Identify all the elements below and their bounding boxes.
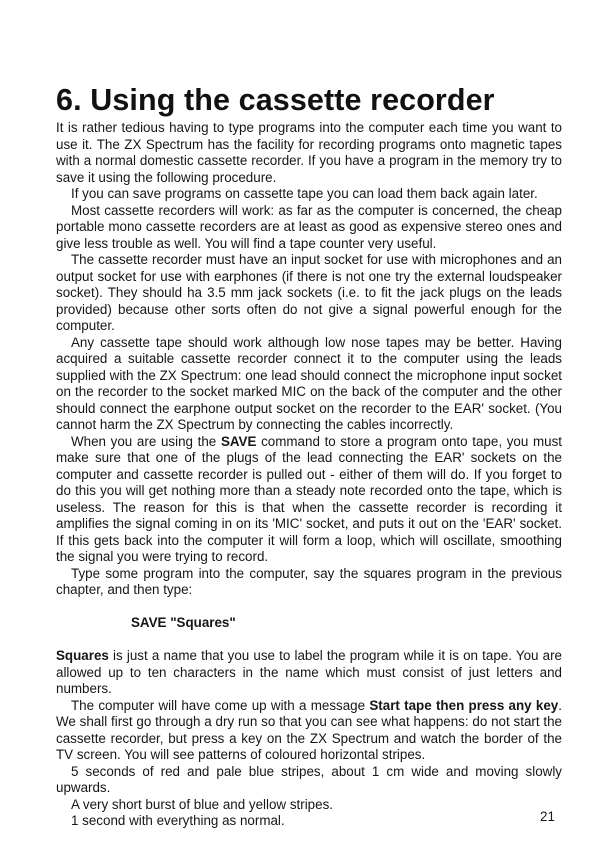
- paragraph-recorders: Most cassette recorders will work: as far as the computer is concerned, the cheap portable mono cassette recorders are at least as good as expensive stereo ones and give less trouble as well. You will find a tape counter very useful.: [56, 202, 562, 251]
- text-segment: is just a name that you use to label the program while it is on tape. You are allowed up to ten characters in the name which must consist of just letters and numbers.: [56, 648, 562, 696]
- paragraph-intro: It is rather tedious having to type programs into the computer each time you want to use it. The ZX Spectrum has the facility for recording programs onto magnetic tapes with a normal domestic cassette recorder. If you have a program in the memory try to save it using the following procedure.: [56, 120, 562, 185]
- text-segment: command to store a program onto tape, you must make sure that one of the plugs of the lead connecting the EAR' sockets on the computer and cassette recorder is pulled out - either of them will do. If you forget to do this you will get nothing more than a steady note recorded onto the tape, which is useless. The reason for this is that when the cassette recorder is recording it amplifies the signal coming in on its 'MIC' socket, and puts it out on the 'EAR' socket. If this gets back into the computer it will form a loop, which will oscillate, smoothing the signal you were trying to record.: [56, 433, 562, 564]
- text-segment: The computer will have come up with a message: [71, 697, 370, 713]
- keyword-save: SAVE: [220, 433, 257, 449]
- text-segment: When you are using the: [71, 433, 221, 449]
- message-start-tape: Start tape then press any key: [369, 697, 559, 713]
- code-example: SAVE "Squares": [131, 614, 236, 630]
- paragraph-tape-connection: Any cassette tape should work although low nose tapes may be better. Having acquired a suitable cassette recorder connect it to the computer using the leads supplied with the ZX Spectrum: one lead should connect the microphone input socket on the recorder to the socket marked MIC on the back of the computer and the other should connect the earphone output socket on the recorder to the EAR' socket. (You cannot harm the ZX Spectrum by connecting the cables incorrectly.: [56, 334, 562, 432]
- paragraph-sockets: The cassette recorder must have an input socket for use with microphones and an output socket for use with earphones (if there is not one try the external loudspeaker socket). They should ha 3.5 mm jack sockets (i.e. to fit the jack plugs on the leads provided) because other sorts often do not give a signal powerful enough for the computer.: [56, 252, 562, 333]
- paragraph-type-program: Type some program into the computer, say the squares program in the previous chapter, and then type:: [56, 565, 562, 597]
- page-number: 21: [540, 809, 555, 824]
- paragraph-start-tape: [56, 698, 562, 764]
- paragraph-red-blue-stripes: 5 seconds of red and pale blue stripes, about 1 cm wide and moving slowly upwards.: [56, 763, 562, 795]
- paragraph-blue-yellow-stripes: A very short burst of blue and yellow stripes.: [71, 796, 333, 812]
- chapter-title: 6. Using the cassette recorder: [56, 83, 495, 117]
- paragraph-squares-name: [56, 648, 562, 698]
- paragraph-load-back: If you can save programs on cassette tape you can load them back again later.: [71, 186, 538, 201]
- text-segment: . We shall first go through a dry run so that you can see what happens: do not start the cassette recorder, but press a key on the ZX Spectrum and watch the border of the TV screen. You will see patterns of coloured horizontal stripes.: [56, 697, 562, 762]
- paragraph-save-command: [56, 434, 562, 566]
- page-body: [56, 82, 562, 830]
- keyword-squares: Squares: [56, 648, 109, 663]
- paragraph-normal: 1 second with everything as normal.: [71, 813, 285, 828]
